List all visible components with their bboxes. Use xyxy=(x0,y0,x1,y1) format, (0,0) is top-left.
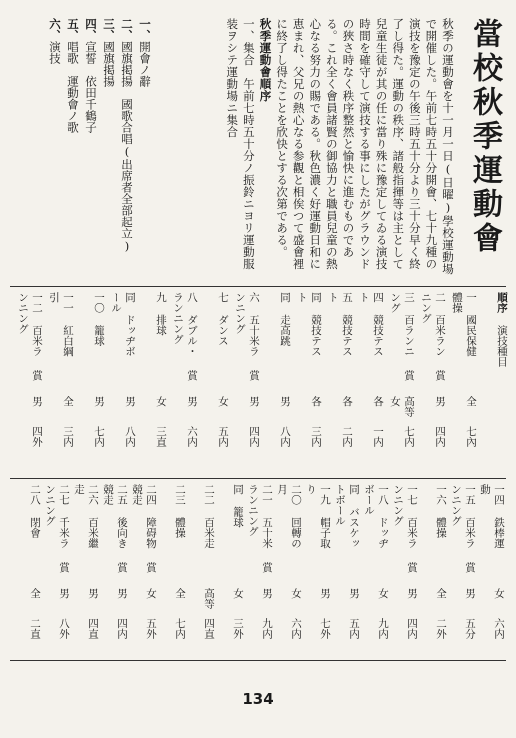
award-cell: 賞 xyxy=(248,370,260,381)
group-cell: 女 xyxy=(377,588,389,599)
table-row xyxy=(44,292,75,474)
time-cell: 五分 xyxy=(464,618,476,639)
table-row xyxy=(158,484,187,656)
table-row xyxy=(71,484,100,656)
award-cell: 賞 xyxy=(406,562,418,573)
time-cell: 四内 xyxy=(248,426,260,447)
group-cell: 男 xyxy=(31,396,43,407)
event-cell: 一〇 籠球 xyxy=(93,292,105,346)
group-cell: 女 xyxy=(145,588,157,599)
group-cell: 全 xyxy=(465,396,477,407)
divider xyxy=(10,478,506,479)
event-cell: 一一 紅白綱引 xyxy=(48,292,74,357)
group-cell: 男 xyxy=(319,588,331,599)
group-cell: 女 xyxy=(290,588,302,599)
table-row xyxy=(361,484,390,656)
time-cell: 四内 xyxy=(116,618,128,639)
time-cell: 二内 xyxy=(341,426,353,447)
program-item-number: 二、 xyxy=(120,18,134,41)
program-item-text: 開會ノ辭 xyxy=(138,41,152,87)
events-table-1 xyxy=(8,292,508,474)
table-row xyxy=(416,292,447,474)
event-cell: 五 競技テスト xyxy=(327,292,353,357)
event-cell: 二八 閉會 xyxy=(29,484,41,538)
event-cell: 二七 千米ランニング xyxy=(44,484,70,549)
divider xyxy=(10,660,506,661)
table-row xyxy=(385,292,416,474)
ceremony-program xyxy=(8,18,154,280)
group-cell: 女 xyxy=(155,396,167,407)
table-row xyxy=(447,292,478,474)
group-cell: 男 xyxy=(87,588,99,599)
time-cell: 四内 xyxy=(434,426,446,447)
time-cell: 二直 xyxy=(29,618,41,639)
group-cell: 全 xyxy=(62,396,74,407)
table-row xyxy=(216,484,245,656)
time-cell: 九内 xyxy=(261,618,273,639)
event-cell: 同 走高跳 xyxy=(279,292,291,346)
table-row xyxy=(168,292,199,474)
group-cell: 全 xyxy=(435,588,447,599)
program-item-number: 三、 xyxy=(102,18,116,41)
event-cell: 二二 百米走 xyxy=(203,484,215,549)
time-cell: 四外 xyxy=(31,426,43,447)
event-cell: 一九 帽子取り xyxy=(305,484,331,549)
table-row xyxy=(106,292,137,474)
table-row xyxy=(245,484,274,656)
time-cell: 八外 xyxy=(58,618,70,639)
award-cell: 賞 xyxy=(116,562,128,573)
time-cell: 七内 xyxy=(174,618,186,639)
program-item-text: 演技 xyxy=(48,41,62,64)
group-cell: 男 xyxy=(406,588,418,599)
award-cell: 賞 xyxy=(186,370,198,381)
divider xyxy=(10,286,506,287)
program-item-number: 一、 xyxy=(138,18,152,41)
time-cell: 六内 xyxy=(493,618,505,639)
time-cell: 五内 xyxy=(348,618,360,639)
time-cell: 一内 xyxy=(372,426,384,447)
table-header xyxy=(482,292,508,474)
event-cell: 四 競技テスト xyxy=(358,292,384,357)
event-cell: 一八 ドッヂボール xyxy=(363,484,389,549)
program-item-text: 唱歌 運動會ノ歌 xyxy=(66,41,80,133)
table-row xyxy=(187,484,216,656)
group-cell: 男 xyxy=(93,396,105,407)
program-item xyxy=(66,18,80,133)
article-subhead: 秋季運動會順序 xyxy=(258,18,273,102)
award-cell: 賞 xyxy=(464,562,476,573)
event-cell: 一六 體操 xyxy=(435,484,447,538)
event-cell: 一二 百米ランニング xyxy=(17,292,43,357)
page-number: 134 xyxy=(242,690,274,708)
group-cell: 女 xyxy=(493,588,505,599)
table-row xyxy=(13,292,44,474)
program-item xyxy=(138,18,152,87)
time-cell: 三外 xyxy=(232,618,244,639)
group-cell: 高等 xyxy=(203,588,215,609)
group-cell: 女 xyxy=(232,588,244,599)
event-cell: 二五 後向き競走 xyxy=(102,484,128,549)
time-cell: 二外 xyxy=(435,618,447,639)
event-cell: 六 五十米ランニング xyxy=(234,292,260,357)
article-item: 一、集合 午前七時五十分ノ振鈴ニヨリ運動服装ヲシテ運動場ニ集合 xyxy=(225,18,256,270)
time-cell: 八内 xyxy=(124,426,136,447)
program-item-text: 宣誓 依田千鶴子 xyxy=(84,41,98,133)
event-cell: 同 バスケットボール xyxy=(334,484,360,549)
table-row xyxy=(137,292,168,474)
table-row xyxy=(42,484,71,656)
time-cell: 五内 xyxy=(217,426,229,447)
group-cell: 男 xyxy=(434,396,446,407)
time-cell: 四直 xyxy=(203,618,215,639)
group-cell: 男 xyxy=(348,588,360,599)
program-item-text: 國旗掲揚 xyxy=(102,41,116,87)
time-cell: 六内 xyxy=(290,618,302,639)
group-cell: 女 xyxy=(217,396,229,407)
time-cell: 四内 xyxy=(406,618,418,639)
table-row xyxy=(13,484,42,656)
group-cell: 各 xyxy=(310,396,322,407)
time-cell: 七內 xyxy=(465,426,477,447)
time-cell: 七内 xyxy=(403,426,415,447)
table-row xyxy=(390,484,419,656)
group-cell: 男 xyxy=(279,396,291,407)
event-cell: 九 排球 xyxy=(155,292,167,336)
group-cell: 男 xyxy=(261,588,273,599)
table-row xyxy=(75,292,106,474)
table-row xyxy=(303,484,332,656)
program-item xyxy=(102,18,116,87)
group-cell: 男 xyxy=(58,588,70,599)
table-row xyxy=(332,484,361,656)
program-item-number: 五、 xyxy=(66,18,80,41)
time-cell: 三直 xyxy=(155,426,167,447)
group-cell: 全 xyxy=(29,588,41,599)
event-cell: 一五 百米ランニング xyxy=(450,484,476,549)
time-cell: 七外 xyxy=(319,618,331,639)
table-row xyxy=(230,292,261,474)
event-cell: 同 籠球 xyxy=(232,484,244,528)
program-item-number: 四、 xyxy=(84,18,98,41)
header-order: 順序 xyxy=(496,292,508,313)
event-cell: 二 百米ランニング xyxy=(420,292,446,357)
program-item xyxy=(84,18,98,133)
event-cell: 八 ダブル・ランニング xyxy=(172,292,198,357)
event-cell: 三 百ランニング xyxy=(389,292,415,357)
group-cell: 高等女 xyxy=(389,396,415,417)
time-cell: 五外 xyxy=(145,618,157,639)
article-paragraph: 秋季の運動會を十一月一日(日曜)學校運動場で開催した。午前七時五十分開會、七十九種の演技を豫定の午後三時五十分より三十分早く終了し得た。運動の秩序、諸般指揮等は主として兒童生徒が其の任に當り殊に豫定してゐる演技時間を確守して演技する事にしたがグラウンドの狹さ時なく秩序整然と愉快に進むものである。これ全く會員諸賢の御協力と職員兒童の熱心なる努力の賜である。秋色濃く好運動日和に恵まれ、父兄の熱心なる参觀と相俟つて盛會裡に終了し得たことを欣快とする次第である。 xyxy=(275,18,455,275)
header-event: 演技種目 xyxy=(496,325,508,367)
table-row xyxy=(274,484,303,656)
page-title: 當校秋季運動會 xyxy=(467,18,502,256)
program-item-text: 國旗掲揚 國歌合唱(出席者全部起立) xyxy=(120,41,134,253)
event-cell: 同 ドッヂボール xyxy=(110,292,136,357)
event-cell: 二〇 回轉の月 xyxy=(276,484,302,549)
event-cell: 二四 障碍物競走 xyxy=(131,484,157,549)
group-cell: 男 xyxy=(186,396,198,407)
table-row xyxy=(292,292,323,474)
group-cell: 男 xyxy=(116,588,128,599)
event-cell: 二六 百米繼走 xyxy=(73,484,99,549)
time-cell: 九内 xyxy=(377,618,389,639)
group-cell: 男 xyxy=(464,588,476,599)
group-cell: 男 xyxy=(124,396,136,407)
table-row xyxy=(199,292,230,474)
award-cell: 賞 xyxy=(403,370,415,381)
table-row xyxy=(448,484,477,656)
event-cell: 七 ダンス xyxy=(217,292,229,346)
table-row xyxy=(129,484,158,656)
event-cell: 一 國民保健體操 xyxy=(451,292,477,357)
group-cell: 各 xyxy=(372,396,384,407)
time-cell: 六内 xyxy=(186,426,198,447)
table-row xyxy=(261,292,292,474)
event-cell: 一四 鉄棒運動 xyxy=(479,484,505,549)
table-row xyxy=(100,484,129,656)
award-cell: 賞 xyxy=(261,562,273,573)
program-item xyxy=(120,18,134,253)
table-row xyxy=(477,484,506,656)
time-cell: 三内 xyxy=(310,426,322,447)
table-row xyxy=(354,292,385,474)
time-cell: 三内 xyxy=(62,426,74,447)
award-cell: 賞 xyxy=(145,562,157,573)
table-row xyxy=(323,292,354,474)
event-cell: 同 競技テスト xyxy=(296,292,322,357)
table-row xyxy=(419,484,448,656)
event-cell: 一七 百米ランニング xyxy=(392,484,418,549)
event-cell: 二三 體操 xyxy=(174,484,186,538)
time-cell: 七内 xyxy=(93,426,105,447)
event-cell: 二一 五十米ランニング xyxy=(247,484,273,549)
time-cell: 四直 xyxy=(87,618,99,639)
program-item xyxy=(48,18,62,64)
award-cell: 賞 xyxy=(31,370,43,381)
group-cell: 全 xyxy=(174,588,186,599)
program-item-number: 六、 xyxy=(48,18,62,41)
time-cell: 八内 xyxy=(279,426,291,447)
events-table-2 xyxy=(8,484,508,656)
group-cell: 各 xyxy=(341,396,353,407)
award-cell: 賞 xyxy=(434,370,446,381)
award-cell: 賞 xyxy=(58,562,70,573)
group-cell: 男 xyxy=(248,396,260,407)
article-body xyxy=(160,18,456,280)
